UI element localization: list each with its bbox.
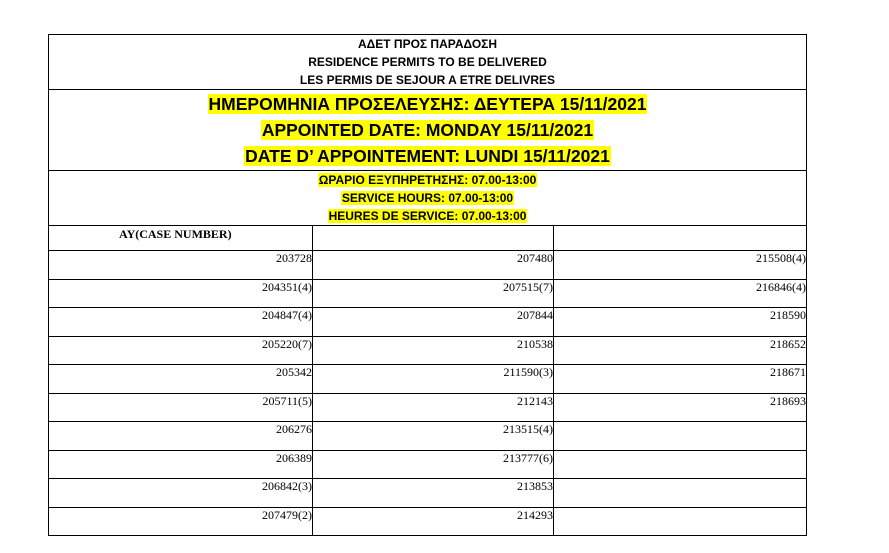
table-row (49, 365, 807, 394)
table-row (49, 393, 807, 422)
data-body (49, 251, 807, 536)
case-number-cell: 210538 (313, 336, 554, 365)
hours-french: HEURES DE SERVICE: 07.00-13:00 (328, 209, 527, 223)
case-number-cell: 214293 (313, 507, 554, 536)
table-row (49, 479, 807, 508)
column-header-empty (554, 226, 807, 251)
table-row (49, 251, 807, 280)
permits-table (48, 34, 807, 536)
case-number-cell: 205711(5) (49, 393, 313, 422)
table-row (49, 279, 807, 308)
case-number-cell: 207515(7) (313, 279, 554, 308)
case-number-cell: 216846(4) (554, 279, 807, 308)
case-number-cell: 204351(4) (49, 279, 313, 308)
case-number-cell (554, 479, 807, 508)
table-row (49, 308, 807, 337)
case-number-cell: 207844 (313, 308, 554, 337)
table-row (49, 422, 807, 451)
case-number-cell: 215508(4) (554, 251, 807, 280)
case-number-cell: 218693 (554, 393, 807, 422)
table-row (49, 336, 807, 365)
case-number-cell: 213853 (313, 479, 554, 508)
date-row (49, 90, 807, 171)
hours-row (49, 171, 807, 226)
case-number-cell (554, 422, 807, 451)
table-row (49, 450, 807, 479)
title-english: RESIDENCE PERMITS TO BE DELIVERED (308, 55, 547, 69)
hours-english: SERVICE HOURS: 07.00-13:00 (341, 191, 514, 205)
title-greek: ΑΔΕΤ ΠΡΟΣ ΠΑΡΑΔΟΣΗ (357, 37, 498, 51)
case-number-cell: 206842(3) (49, 479, 313, 508)
date-greek: ΗΜΕΡΟΜΗΝΙΑ ΠΡΟΣΕΛΕΥΣΗΣ: ΔΕΥΤΕΡΑ 15/11/2021 (208, 94, 647, 114)
document-page (48, 34, 806, 536)
case-number-cell: 218671 (554, 365, 807, 394)
title-row (49, 35, 807, 90)
date-english: APPOINTED DATE: MONDAY 15/11/2021 (261, 120, 594, 140)
title-cell (49, 35, 807, 90)
case-number-cell: 207479(2) (49, 507, 313, 536)
case-number-cell: 213515(4) (313, 422, 554, 451)
case-number-cell: 206389 (49, 450, 313, 479)
case-number-cell: 206276 (49, 422, 313, 451)
hours-greek: ΩΡΑΡΙΟ ΕΞΥΠΗΡΕΤΗΣΗΣ: 07.00-13:00 (318, 173, 537, 187)
case-number-cell: 218590 (554, 308, 807, 337)
case-number-cell: 207480 (313, 251, 554, 280)
column-header-row (49, 226, 807, 251)
case-number-cell: 205220(7) (49, 336, 313, 365)
title-french: LES PERMIS DE SEJOUR A ETRE DELIVRES (299, 73, 556, 87)
column-header-empty (313, 226, 554, 251)
case-number-cell: 204847(4) (49, 308, 313, 337)
table-row (49, 507, 807, 536)
case-number-cell (554, 450, 807, 479)
case-number-cell: 212143 (313, 393, 554, 422)
date-french: DATE D’ APPOINTEMENT: LUNDI 15/11/2021 (245, 146, 610, 166)
case-number-cell: 213777(6) (313, 450, 554, 479)
column-header-cell (49, 226, 313, 251)
case-number-cell: 211590(3) (313, 365, 554, 394)
column-header: AY(CASE NUMBER) (119, 227, 232, 241)
date-cell (49, 90, 807, 171)
case-number-cell: 205342 (49, 365, 313, 394)
case-number-cell: 218652 (554, 336, 807, 365)
hours-cell (49, 171, 807, 226)
case-number-cell (554, 507, 807, 536)
case-number-cell: 203728 (49, 251, 313, 280)
